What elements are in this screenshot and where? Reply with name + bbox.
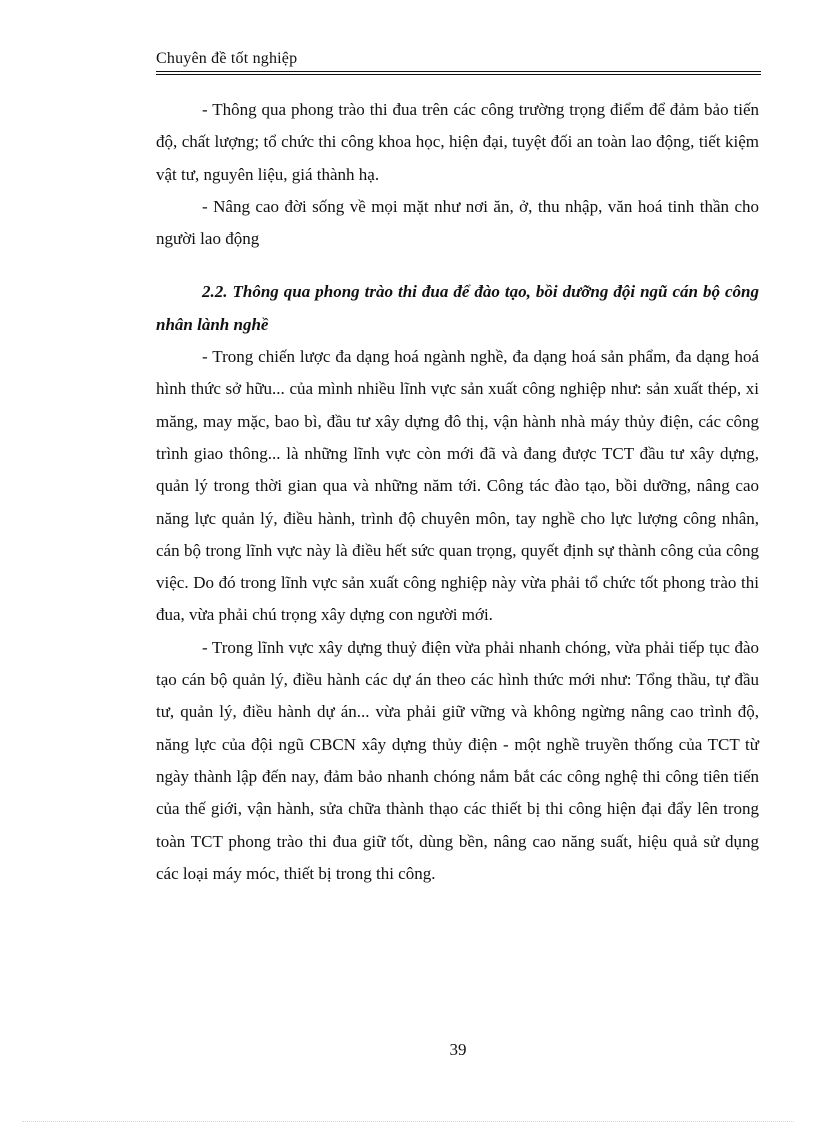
paragraph-gap	[156, 255, 759, 276]
page-number: 39	[449, 1040, 467, 1059]
footer-divider	[22, 1121, 794, 1122]
body-text	[156, 94, 759, 890]
section-heading: 2.2. Thông qua phong trào thi đua để đào tạo, bồi dưỡng đội ngũ cán bộ công nhân lành nghề	[156, 282, 759, 334]
paragraph: - Thông qua phong trào thi đua trên các công trường trọng điểm để đảm bảo tiến độ, chất lượng; tổ chức thi công khoa học, hiện đại, tuyệt đối an toàn lao động, tiết kiệm vật tư, nguyên liệu, giá thành hạ.	[156, 100, 759, 184]
header-rule	[156, 71, 761, 75]
header-title: Chuyên đề tốt nghiệp	[156, 50, 298, 67]
paragraph: - Trong chiến lược đa dạng hoá ngành nghề, đa dạng hoá sản phẩm, đa dạng hoá hình thức sở hữu... của mình nhiều lĩnh vực sản xuất công nghiệp như: sản xuất thép, xi măng, may mặc, bao bì, đầu tư xây dựng đô thị, vận hành nhà máy thủy điện, các công trình giao thông... là những lĩnh vực còn mới đã và đang được TCT đầu tư xây dựng, quản lý trong thời gian qua và những năm tới. Công tác đào tạo, bồi dưỡng, nâng cao năng lực quản lý, điều hành, trình độ chuyên môn, tay nghề cho lực lượng công nhân, cán bộ trong lĩnh vực này là điều hết sức quan trọng, quyết định sự thành công của công việc. Do đó trong lĩnh vực sản xuất công nghiệp này vừa phải tổ chức tốt phong trào thi đua, vừa phải chú trọng xây dựng con người mới.	[156, 347, 759, 625]
paragraph: - Trong lĩnh vực xây dựng thuỷ điện vừa phải nhanh chóng, vừa phải tiếp tục đào tạo cán bộ quản lý, điều hành các dự án theo các hình thức mới như: Tổng thầu, tự đầu tư, quản lý, điều hành dự án... vừa phải giữ vững và không ngừng nâng cao trình độ, năng lực của đội ngũ CBCN xây dựng thủy điện - một nghề truyền thống của TCT từ ngày thành lập đến nay, đảm bảo nhanh chóng nắm bắt các công nghệ thi công tiên tiến của thế giới, vận hành, sửa chữa thành thạo các thiết bị thi công hiện đại đẩy lên trong toàn TCT phong trào thi đua giữ tốt, dùng bền, nâng cao năng suất, hiệu quả sử dụng các loại máy móc, thiết bị trong thi công.	[156, 637, 759, 883]
page-header	[156, 49, 761, 75]
paragraph: - Nâng cao đời sống về mọi mặt như nơi ăn, ở, thu nhập, văn hoá tinh thần cho người lao động	[156, 196, 759, 249]
